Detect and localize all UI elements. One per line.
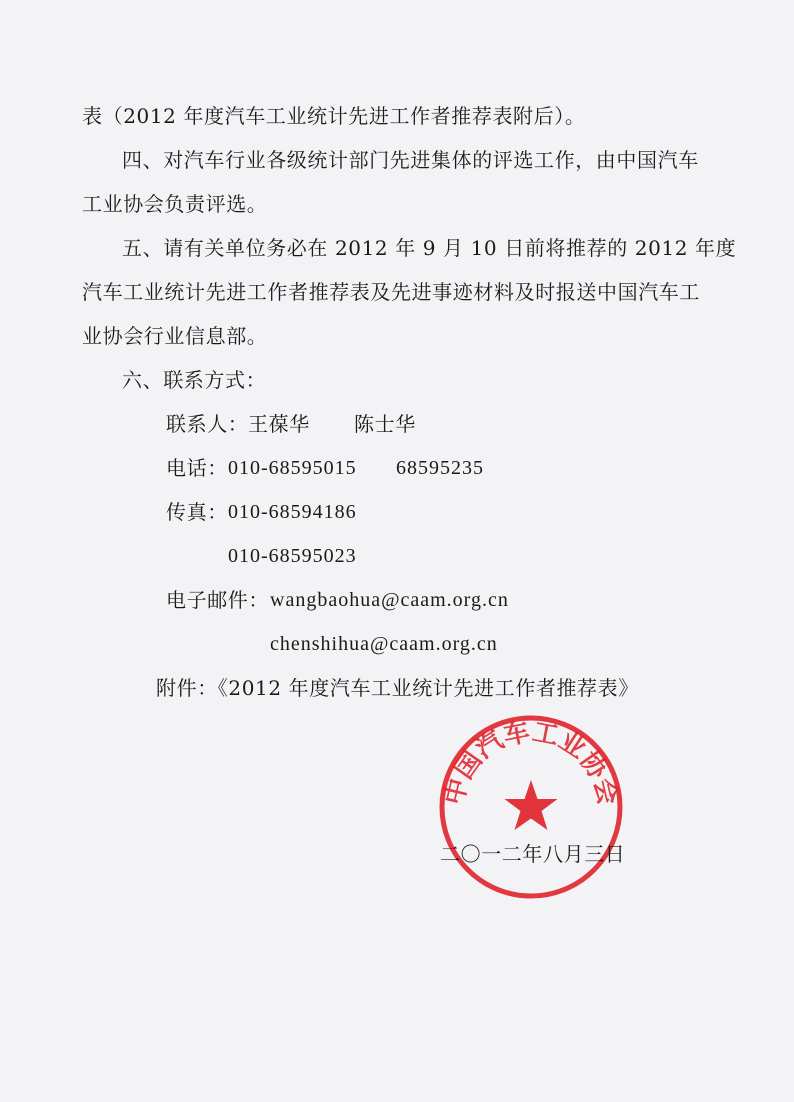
- document-date: 二〇一二年八月三日: [440, 842, 626, 866]
- email-label: 电子邮件：: [166, 588, 269, 612]
- paragraph-line-2: 四、对汽车行业各级统计部门先进集体的评选工作，由中国汽车: [122, 148, 699, 172]
- phone-label: 电话：: [166, 456, 228, 480]
- email-address-1: wangbaohua@caam.org.cn: [270, 589, 509, 611]
- paragraph-line-3: 工业协会负责评选。: [82, 192, 268, 216]
- paragraph-line-4: 五、请有关单位务必在 2012 年 9 月 10 日前将推荐的 2012 年度: [122, 236, 737, 260]
- email-address-2: chenshihua@caam.org.cn: [270, 633, 498, 655]
- phone-number-2: 68595235: [396, 457, 484, 479]
- fax-label: 传真：: [166, 500, 228, 524]
- contact-person-1: 王葆华: [248, 412, 310, 436]
- contact-person-2: 陈士华: [354, 412, 416, 436]
- seal-star-icon: [505, 780, 558, 830]
- fax-number-2: 010-68595023: [228, 545, 357, 567]
- fax-number-1: 010-68594186: [228, 501, 357, 523]
- seal-text: 中国汽车工业协会: [439, 717, 623, 808]
- contact-person-label: 联系人：: [166, 412, 249, 436]
- contact-heading: 六、联系方式：: [122, 368, 267, 392]
- paragraph-line-1: 表（2012 年度汽车工业统计先进工作者推荐表附后）。: [82, 104, 586, 128]
- paragraph-line-6: 业协会行业信息部。: [82, 324, 268, 348]
- paragraph-line-5: 汽车工业统计先进工作者推荐表及先进事迹材料及时报送中国汽车工: [82, 280, 700, 304]
- phone-number-1: 010-68595015: [228, 457, 357, 479]
- official-seal: [436, 712, 626, 902]
- attachment-line: 附件：《2012 年度汽车工业统计先进工作者推荐表》: [156, 676, 639, 700]
